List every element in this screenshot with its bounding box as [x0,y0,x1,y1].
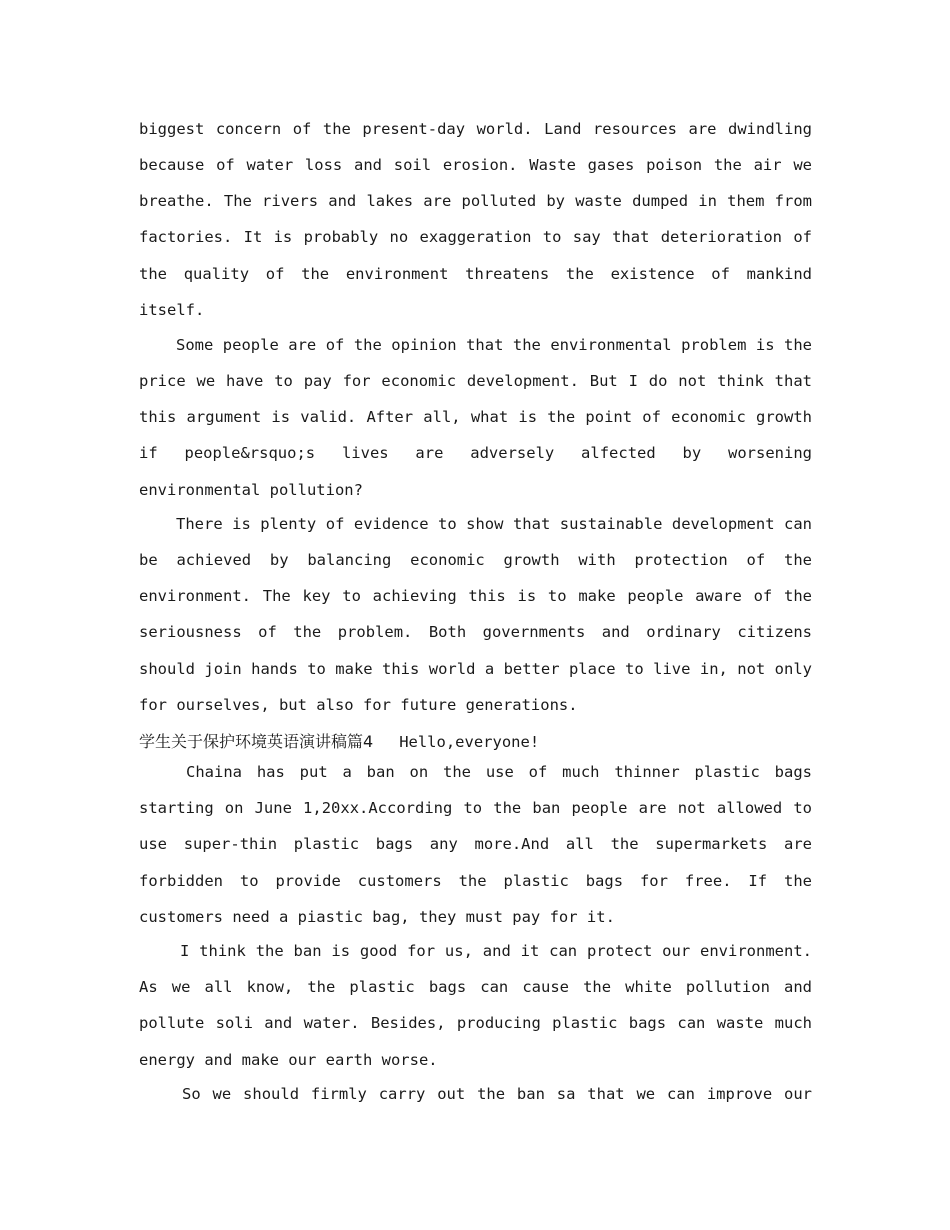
text-line: As we all know, the plastic bags can cause the white pollution and [139,978,812,996]
text-line: So we should firmly carry out the ban sa that we can improve our [182,1085,812,1103]
text-line: energy and make our earth worse. [139,1051,438,1069]
text-line: I think the ban is good for us, and it can protect our environment. [180,942,812,960]
text-line: starting on June 1,20xx.According to the ban people are not allowed to [139,799,812,817]
text-line: There is plenty of evidence to show that sustainable development can [176,515,812,533]
text-line: Chaina has put a ban on the use of much thinner plastic bags [186,763,812,781]
text-line: breathe. The rivers and lakes are polluted by waste dumped in them from [139,192,812,210]
text-line: environment. The key to achieving this is to make people aware of the [139,587,812,605]
text-line: if people&rsquo;s lives are adversely alfected by worsening [139,444,812,462]
text-line: biggest concern of the present-day world. Land resources are dwindling [139,120,812,138]
text-line: itself. [139,301,205,319]
text-line: use super-thin plastic bags any more.And all the supermarkets are [139,835,812,853]
text-line: price we have to pay for economic development. But I do not think that [139,372,812,390]
text-line: pollute soli and water. Besides, producing plastic bags can waste much [139,1014,812,1032]
text-line: this argument is valid. After all, what is the point of economic growth [139,408,812,426]
text-line: should join hands to make this world a better place to live in, not only [139,660,812,678]
text-line: seriousness of the problem. Both governments and ordinary citizens [139,623,812,641]
text-line: be achieved by balancing economic growth with protection of the [139,551,812,569]
text-line: for ourselves, but also for future generations. [139,696,578,714]
heading-title: 学生关于保护环境英语演讲稿篇4 [139,732,374,751]
text-line: customers need a piastic bag, they must pay for it. [139,908,615,926]
text-line: the quality of the environment threatens the existence of mankind [139,265,812,283]
text-line: environmental pollution? [139,481,363,499]
text-line: factories. It is probably no exaggeration to say that deterioration of [139,228,812,246]
section-heading [139,729,539,752]
text-line: because of water loss and soil erosion. Waste gases poison the air we [139,156,812,174]
greeting: Hello,everyone! [399,733,540,751]
text-line: forbidden to provide customers the plastic bags for free. If the [139,872,812,890]
text-line: Some people are of the opinion that the environmental problem is the [176,336,812,354]
